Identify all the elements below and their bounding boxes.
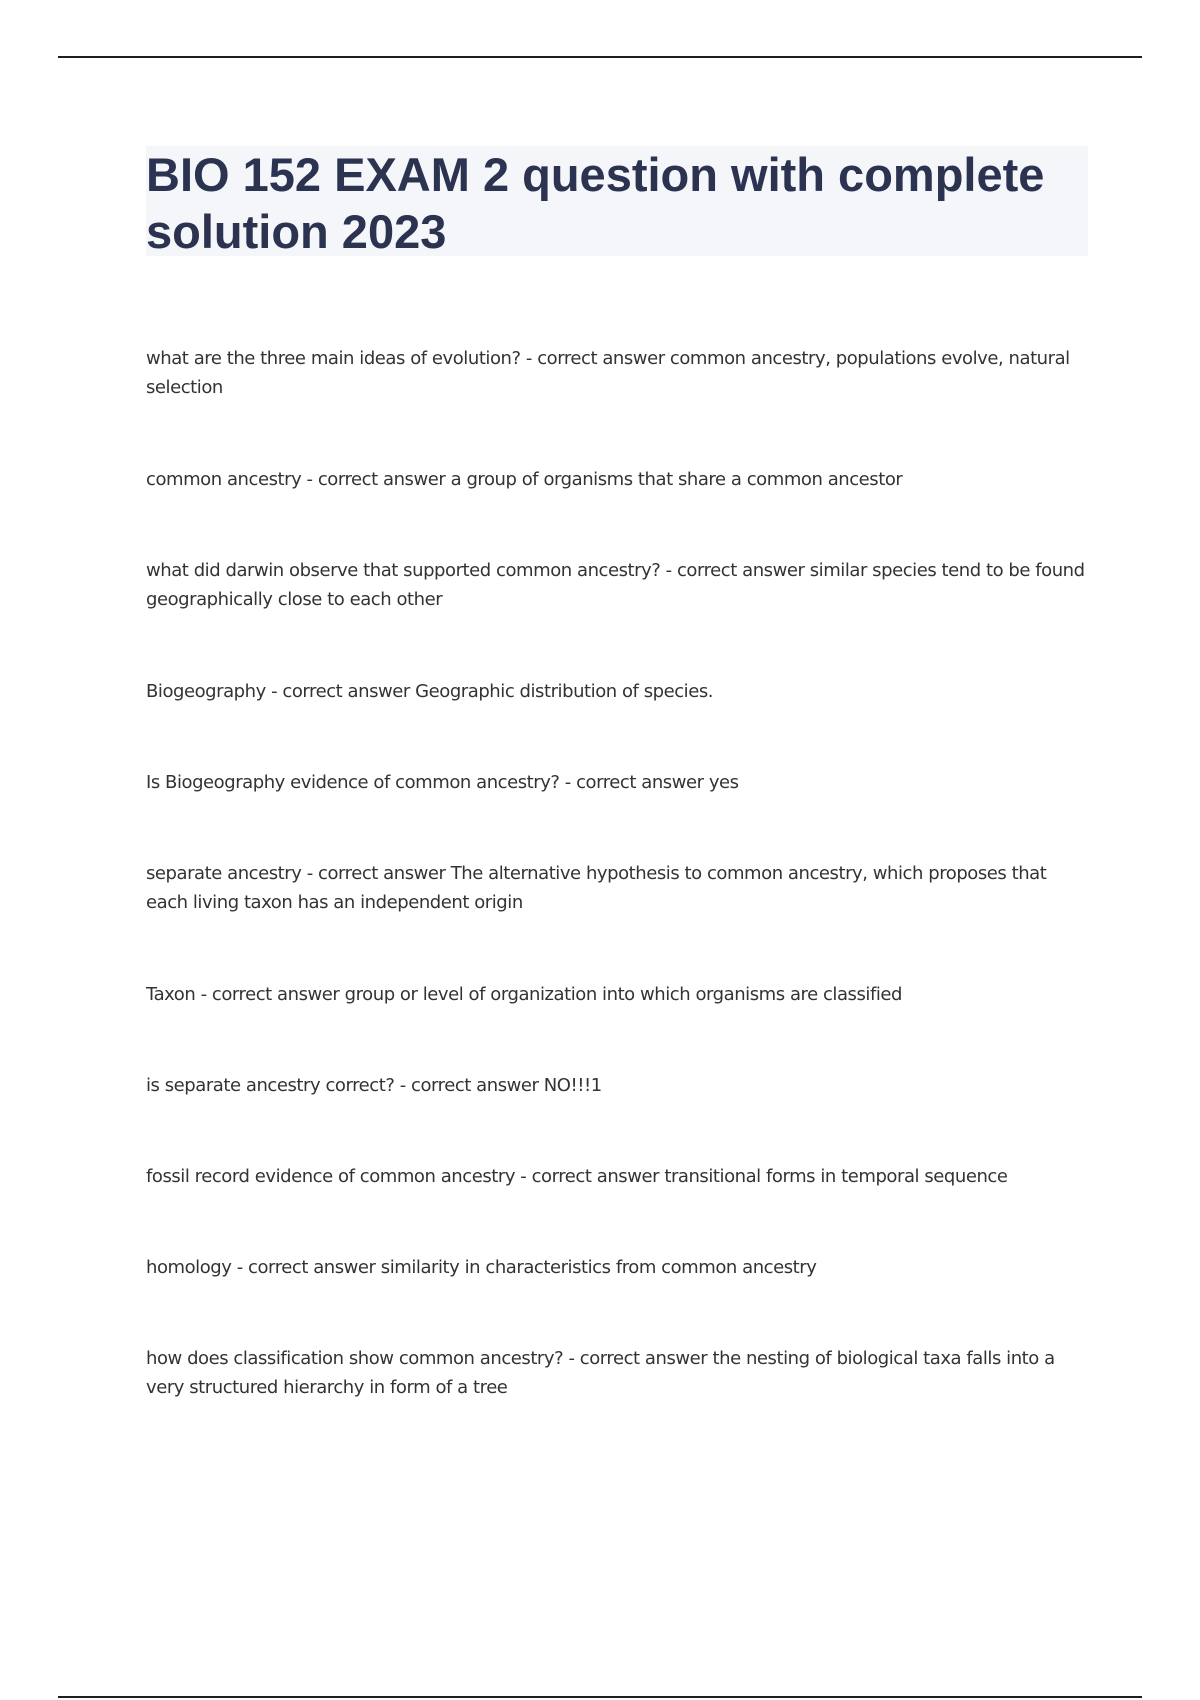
qa-item-7: Taxon - correct answer group or level of organization into which organisms are classified bbox=[146, 984, 902, 1005]
qa-item-5: Is Biogeography evidence of common ancestry? - correct answer yes bbox=[146, 772, 739, 793]
qa-item-6: separate ancestry - correct answer The alternative hypothesis to common ancestry, which proposes that each living taxon has an independent origin bbox=[146, 863, 1047, 913]
qa-item-11: how does classification show common ancestry? - correct answer the nesting of biological taxa falls into a very structured hierarchy in form of a tree bbox=[146, 1348, 1055, 1398]
qa-item-8: is separate ancestry correct? - correct answer NO!!!1 bbox=[146, 1075, 602, 1096]
qa-item-2: common ancestry - correct answer a group of organisms that share a common ancestor bbox=[146, 469, 903, 490]
top-divider bbox=[58, 56, 1142, 58]
qa-item-3: what did darwin observe that supported common ancestry? - correct answer similar species tend to be found geographically close to each other bbox=[146, 560, 1085, 610]
qa-item-9: fossil record evidence of common ancestry - correct answer transitional forms in temporal sequence bbox=[146, 1166, 1008, 1187]
title-banner bbox=[146, 146, 1088, 256]
bottom-divider bbox=[58, 1696, 1142, 1698]
qa-item-4: Biogeography - correct answer Geographic distribution of species. bbox=[146, 681, 714, 702]
document-title: BIO 152 EXAM 2 question with complete solution 2023 bbox=[146, 148, 1045, 258]
qa-item-10: homology - correct answer similarity in characteristics from common ancestry bbox=[146, 1257, 817, 1278]
qa-item-1: what are the three main ideas of evolution? - correct answer common ancestry, populations evolve, natural selection bbox=[146, 348, 1070, 398]
